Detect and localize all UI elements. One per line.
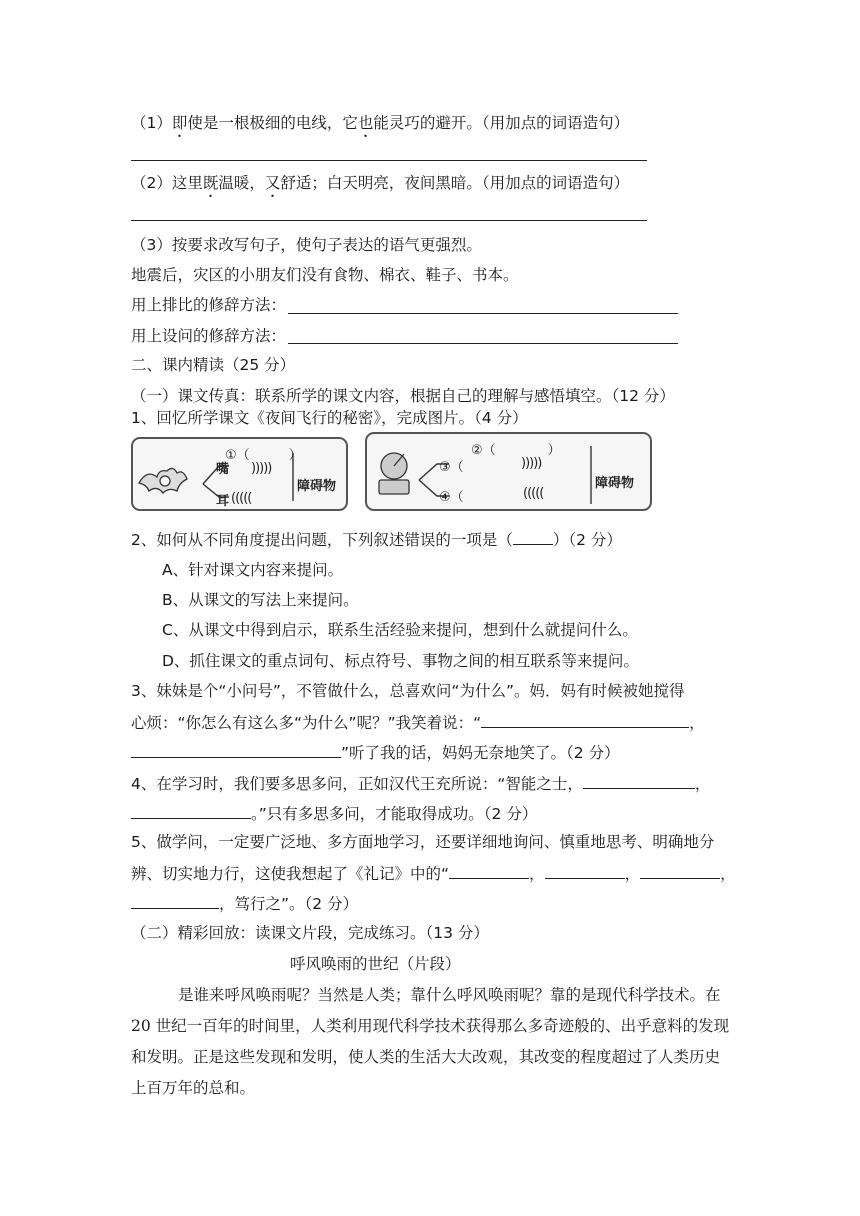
emphasized-word: 即 [171,114,188,132]
radar-diagram [365,432,652,511]
emphasized-word: 也 [357,114,374,132]
item-4-line-2: 。”只有多思多问，才能取得成功。（2 分） [131,802,537,824]
item-3-line-3: ”听了我的话，妈妈无奈地笑了。（2 分） [131,741,620,763]
item-5-line-1: 5、做学问，一定要广泛地、多方面地学习，还要详细地询问、慎重地思考、明确地分 [131,833,715,851]
answer-blank[interactable] [640,862,720,879]
answer-blank[interactable] [131,741,341,758]
passage-line: 上百万年的总和。 [131,1079,256,1097]
emphasized-word: 既 [202,174,219,192]
section-heading: 二、课内精读（25 分） [131,356,296,374]
passage-line: 和发明。正是这些发现和发明，使人类的生活大大改观，其改变的程度超过了人类历史 [131,1048,721,1066]
part-heading-2: （二）精彩回放：读课文片段，完成练习。（13 分） [131,924,489,942]
answer-blank[interactable] [481,711,689,728]
answer-blank[interactable] [513,528,553,545]
option-a[interactable]: A、针对课文内容来提问。 [162,561,344,579]
item-2: 2、如何从不同角度提出问题，下列叙述错误的一项是（ ）（2 分） [131,528,622,550]
fill-blank-4[interactable]: ④（ [439,490,464,505]
question-3: （3）按要求改写句子，使句子表达的语气更强烈。 [131,236,482,254]
option-c[interactable]: C、从课文中得到启示，联系生活经验来提问，想到什么就提问什么。 [162,621,638,639]
outgoing-waves: ))))) [251,461,272,476]
answer-blank[interactable] [583,772,695,789]
item-5-line-2: 辨、切实地力行，这使我想起了《礼记》中的“ ， ， ， [131,862,736,884]
returning-waves: ((((( [523,486,544,501]
obstacle-label: 障碍物 [297,479,337,494]
answer-line-2[interactable] [131,220,647,221]
option-d[interactable]: D、抓住课文的重点词句、标点符号、事物之间的相互联系等来提问。 [162,652,639,670]
emphasized-word: 又 [264,174,281,192]
item-3-line-2: 心烦：“你怎么有这么多“为什么”呢？”我笑着说：“ ， [131,711,705,733]
passage-title: 呼风唤雨的世纪（片段） [290,955,461,973]
passage-line: 20 世纪一百年的时间里，人类利用现代科学技术获得那么多奇迹般的、出乎意料的发现 [131,1017,730,1035]
passage-line: 是谁来呼风唤雨呢？当然是人类；靠什么呼风唤雨呢？靠的是现代科学技术。在 [178,986,721,1004]
bat-diagram [131,437,348,511]
answer-line-1[interactable] [131,160,647,161]
ear-label: 耳 [216,494,230,509]
answer-blank[interactable] [131,892,219,909]
item-1: 1、回忆所学课文《夜间飞行的秘密》，完成图片。（4 分） [131,409,528,427]
item-3-line-1: 3、妹妹是个“小问号”，不管做什么，总喜欢问“为什么”。妈．妈有时候被她搅得 [131,682,685,700]
question-1: （1）即使是一根极细的电线，它也能灵巧的避开。（用加点的词语造句） [131,114,630,132]
fill-blank-2[interactable]: ②（ ） [471,443,561,458]
question-2: （2）这里既温暖，又舒适；白天明亮，夜间黑暗。（用加点的词语造句） [131,174,630,192]
answer-line-rhetorical[interactable] [288,343,678,344]
rewrite-parallelism-label: 用上排比的修辞方法： [131,296,287,314]
obstacle-label: 障碍物 [595,476,635,491]
item-4-line-1: 4、在学习时，我们要多思多问，正如汉代王充所说：“智能之士， ， [131,772,710,794]
question-3-sentence: 地震后，灾区的小朋友们没有食物、棉衣、鞋子、书本。 [131,266,519,284]
fill-blank-1[interactable]: ①（ ） [225,448,302,463]
option-b[interactable]: B、从课文的写法上来提问。 [162,591,359,609]
answer-blank[interactable] [449,862,529,879]
answer-blank[interactable] [545,862,625,879]
part-heading-1: （一）课文传真：联系所学的课文内容，根据自己的理解与感悟填空。（12 分） [131,387,675,405]
rewrite-rhetorical-label: 用上设问的修辞方法： [131,327,287,345]
returning-waves: ((((( [231,491,252,506]
answer-line-parallelism[interactable] [288,313,678,314]
answer-blank[interactable] [131,802,251,819]
item-5-line-3: ，笃行之”。（2 分） [131,892,358,914]
mouth-label: 嘴 [216,462,230,477]
outgoing-waves: ))))) [521,456,542,471]
fill-blank-3[interactable]: ③（ [439,460,464,475]
